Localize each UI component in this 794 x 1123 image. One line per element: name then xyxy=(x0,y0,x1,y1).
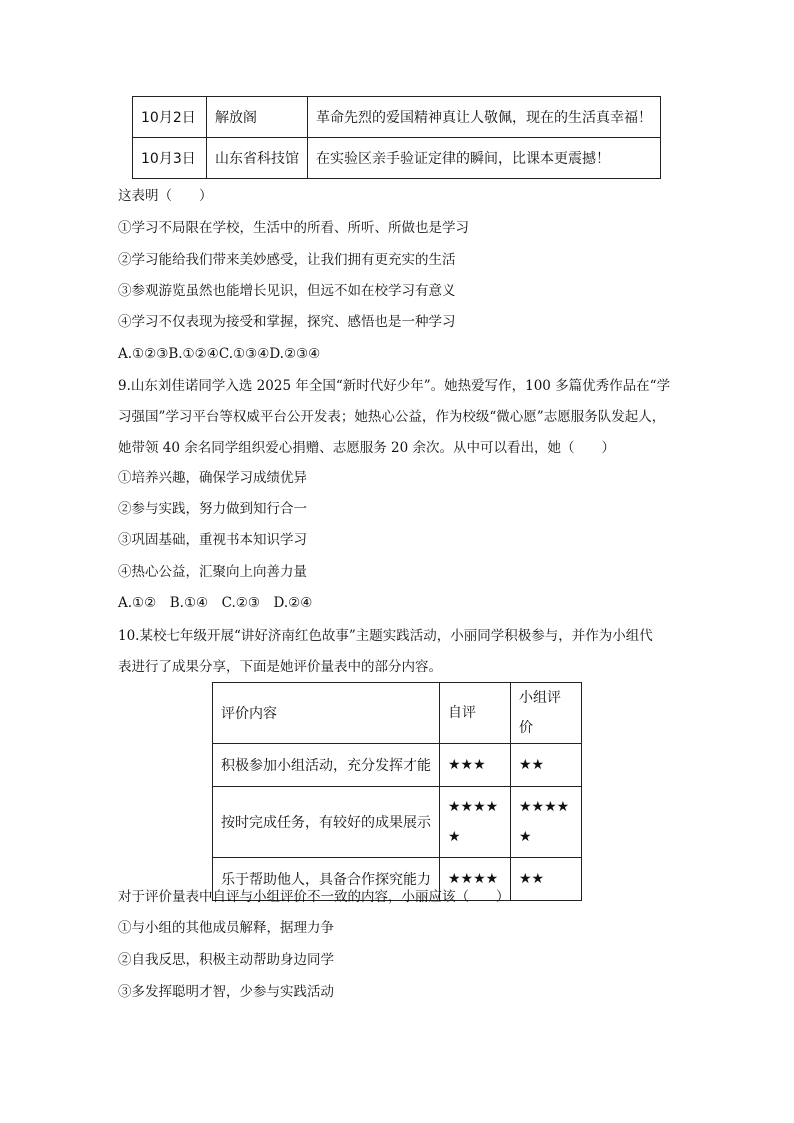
q9-option-3: ③巩固基础，重视书本知识学习 xyxy=(118,532,307,548)
q8-option-2: ②学习能给我们带来美妙感受，让我们拥有更充实的生活 xyxy=(118,252,456,268)
visit-place: 解放阁 xyxy=(207,97,308,138)
q8-choices: A.①②③B.①②④C.①③④D.②③④ xyxy=(118,346,321,362)
q9-option-4: ④热心公益，汇聚向上向善力量 xyxy=(118,564,307,580)
q8-option-4: ④学习不仅表现为接受和掌握，探究、感悟也是一种学习 xyxy=(118,314,456,330)
eval-content: 乐于帮助他人，具备合作探究能力 xyxy=(213,858,440,901)
self-rating-stars: ★★★★ xyxy=(440,858,511,901)
q9-question xyxy=(118,371,678,464)
group-rating-stars: ★★★★★ xyxy=(511,787,582,858)
visit-place: 山东省科技馆 xyxy=(207,138,308,179)
visit-date: 10月2日 xyxy=(133,97,207,138)
q10-question xyxy=(118,621,678,683)
header-content: 评价内容 xyxy=(213,683,440,744)
q9-line: 习强国”学习平台等权威平台公开发表；她热心公益，作为校级“微心愿”志愿服务队发起人， xyxy=(118,409,666,425)
q8-stem: 这表明（ ） xyxy=(118,188,213,204)
q9-line: 她带领 40 余名同学组织爱心捐赠、志愿服务 20 余次。从中可以看出，她（ ） xyxy=(118,440,616,456)
q9-option-1: ①培养兴趣，确保学习成绩优异 xyxy=(118,470,307,486)
q10-option-2: ②自我反思，积极主动帮助身边同学 xyxy=(118,952,334,968)
q8-option-3: ③参观游览虽然也能增长见识，但远不如在校学习有意义 xyxy=(118,283,456,299)
table-row xyxy=(133,138,661,179)
q8-option-1: ①学习不局限在学校，生活中的所看、所听、所做也是学习 xyxy=(118,220,469,236)
header-self: 自评 xyxy=(440,683,511,744)
group-rating-stars: ★★ xyxy=(511,744,582,787)
q10-line: 表进行了成果分享，下面是她评价量表中的部分内容。 xyxy=(118,659,442,675)
q10-option-3: ③多发挥聪明才智，少参与实践活动 xyxy=(118,984,334,1000)
table-header-row xyxy=(213,683,582,744)
q10-line: 10.某校七年级开展“讲好济南红色故事”主题实践活动，小丽同学积极参与，并作为小组代 xyxy=(118,628,653,644)
table-row xyxy=(133,97,661,138)
visit-feeling: 在实验区亲手验证定律的瞬间，比课本更震撼！ xyxy=(308,138,661,179)
table-row xyxy=(213,744,582,787)
q9-line: 9.山东刘佳诺同学入选 2025 年全国“新时代好少年”。她热爱写作，100 多篇优秀作品在“学 xyxy=(118,378,671,394)
group-rating-stars: ★★ xyxy=(511,858,582,901)
q10-option-1: ①与小组的其他成员解释，据理力争 xyxy=(118,920,334,936)
visit-feeling: 革命先烈的爱国精神真让人敬佩，现在的生活真幸福！ xyxy=(308,97,661,138)
visit-date: 10月3日 xyxy=(133,138,207,179)
q9-choices: A.①② B.①④ C.②③ D.②④ xyxy=(118,595,313,611)
table-row xyxy=(213,787,582,858)
q9-option-2: ②参与实践，努力做到知行合一 xyxy=(118,501,307,517)
self-rating-stars: ★★★ xyxy=(440,744,511,787)
self-rating-stars: ★★★★★ xyxy=(440,787,511,858)
q10-stem: 对于评价量表中自评与小组评价不一致的内容，小丽应该（ ） xyxy=(118,889,510,905)
eval-content: 按时完成任务，有较好的成果展示 xyxy=(213,787,440,858)
visit-table xyxy=(132,96,661,179)
header-group: 小组评价 xyxy=(511,683,582,744)
evaluation-table xyxy=(212,682,582,901)
eval-content: 积极参加小组活动，充分发挥才能 xyxy=(213,744,440,787)
